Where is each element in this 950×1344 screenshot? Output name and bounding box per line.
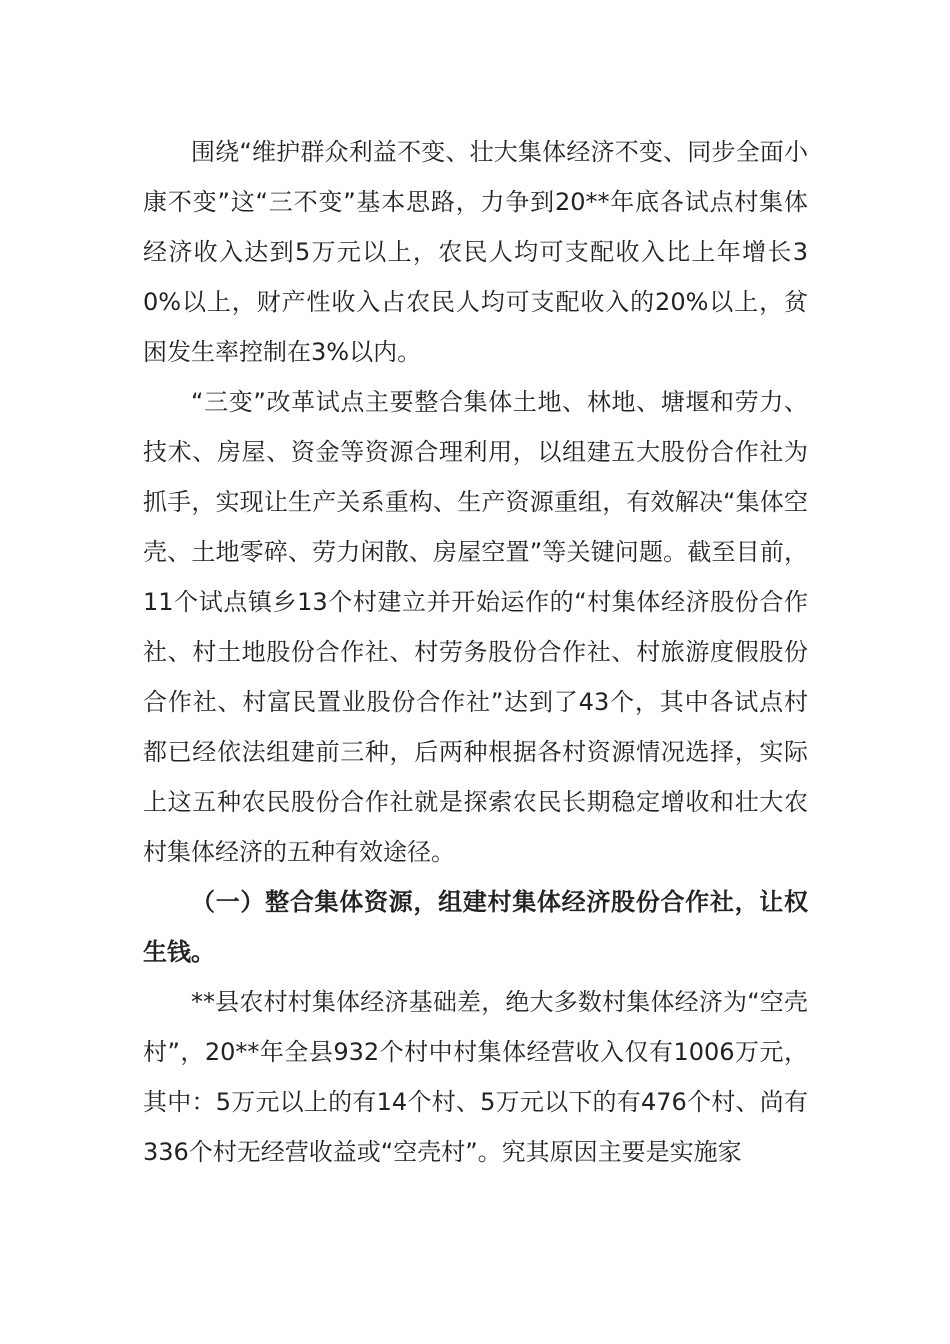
paragraph-goals: 围绕“维护群众利益不变、壮大集体经济不变、同步全面小康不变”这“三不变”基本思路，力争到20**年底各试点村集体经济收入达到5万元以上，农民人均可支配收入比上年增长30%以上，财产性收入占农民人均可支配收入的20%以上，贫困发生率控制在3%以内。 bbox=[143, 138, 808, 366]
document-body bbox=[143, 127, 808, 1177]
paragraph-collective-economy: **县农村村集体经济基础差，绝大多数村集体经济为“空壳村”，20**年全县932个村中村集体经营收入仅有1006万元，其中：5万元以上的有14个村、5万元以下的有476个村、尚有336个村无经营收益或“空壳村”。究其原因主要是实施家 bbox=[143, 988, 808, 1166]
paragraph-reform-overview: “三变”改革试点主要整合集体土地、林地、塘堰和劳力、技术、房屋、资金等资源合理利用，以组建五大股份合作社为抓手，实现让生产关系重构、生产资源重组，有效解决“集体空壳、土地零碎、劳力闲散、房屋空置”等关键问题。截至目前，11个试点镇乡13个村建立并开始运作的“村集体经济股份合作社、村土地股份合作社、村劳务股份合作社、村旅游度假股份合作社、村富民置业股份合作社”达到了43个，其中各试点村都已经依法组建前三种，后两种根据各村资源情况选择，实际上这五种农民股份合作社就是探索农民长期稳定增收和壮大农村集体经济的五种有效途径。 bbox=[143, 388, 808, 866]
section-heading: （一）整合集体资源，组建村集体经济股份合作社，让权生钱。 bbox=[143, 888, 808, 966]
